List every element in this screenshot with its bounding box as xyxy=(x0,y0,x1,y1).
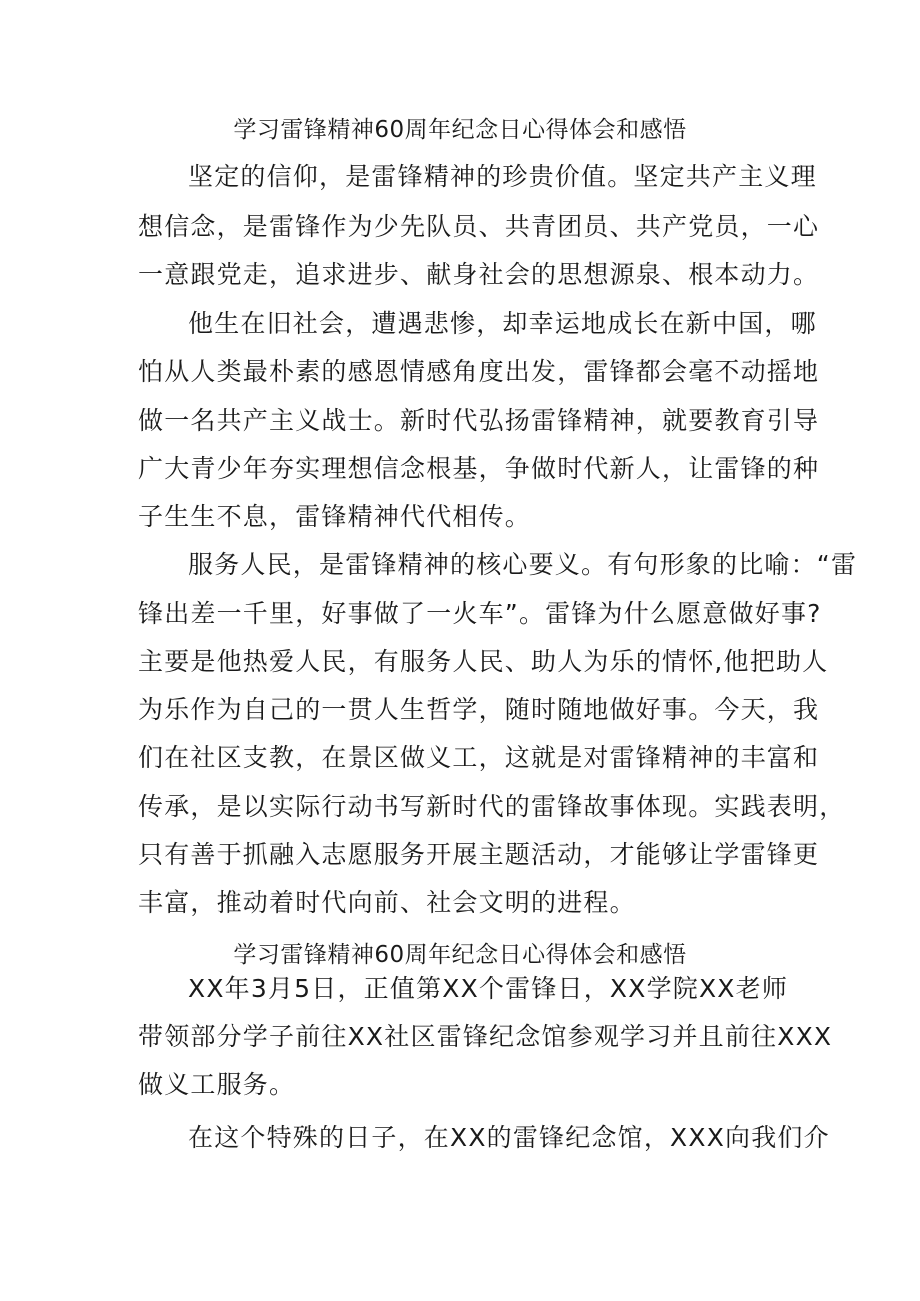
paragraph-line: 一意跟党走，追求进步、献身社会的思想源泉、根本动力。 xyxy=(138,260,820,289)
paragraph-line: 主要是他热爱人民，有服务人民、助人为乐的情怀,他把助人 xyxy=(138,647,829,676)
document-title: 学习雷锋精神60周年纪念日心得体会和感悟 xyxy=(233,117,687,143)
paragraph-line: 丰富，推动着时代向前、社会文明的进程。 xyxy=(138,888,636,917)
paragraph-line: 们在社区支教，在景区做义工，这就是对雷锋精神的丰富和 xyxy=(138,743,820,772)
paragraph-line: 锋出差一千里，好事做了一火车”。雷锋为什么愿意做好事? xyxy=(138,599,822,628)
paragraph-line: 想信念，是雷锋作为少先队员、共青团员、共产党员，一心 xyxy=(138,212,820,241)
paragraph-line: 子生生不息，雷锋精神代代相传。 xyxy=(138,502,532,531)
paragraph-line: 只有善于抓融入志愿服务开展主题活动，才能够让学雷锋更 xyxy=(138,840,820,869)
paragraph-line: 为乐作为自己的一贯人生哲学，随时随地做好事。今天，我 xyxy=(138,695,820,724)
document-title: 学习雷锋精神60周年纪念日心得体会和感悟 xyxy=(233,942,687,968)
paragraph-line: 做一名共产主义战士。新时代弘扬雷锋精神，就要教育引导 xyxy=(138,406,820,435)
paragraph-line: 广大青少年夯实理想信念根基，争做时代新人，让雷锋的种 xyxy=(138,454,820,483)
paragraph-line: 带领部分学子前往XX社区雷锋纪念馆参观学习并且前往XXX xyxy=(138,1022,833,1051)
paragraph-line: 做义工服务。 xyxy=(138,1070,296,1099)
paragraph-line: 坚定的信仰，是雷锋精神的珍贵价值。坚定共产主义理 xyxy=(188,162,817,191)
paragraph-line: 传承，是以实际行动书写新时代的雷锋故事体现。实践表明， xyxy=(138,792,846,821)
paragraph-line: 他生在旧社会，遭遇悲惨，却幸运地成长在新中国，哪 xyxy=(188,309,817,338)
paragraph-line: 服务人民，是雷锋精神的核心要义。有句形象的比喻：“雷 xyxy=(188,550,858,579)
paragraph-line: 怕从人类最朴素的感恩情感角度出发，雷锋都会毫不动摇地 xyxy=(138,357,820,386)
paragraph-line: XX年3月5日，正值第XX个雷锋日，XX学院XX老师 xyxy=(188,974,789,1003)
paragraph-line: 在这个特殊的日子，在XX的雷锋纪念馆，XXX向我们介 xyxy=(188,1123,830,1152)
